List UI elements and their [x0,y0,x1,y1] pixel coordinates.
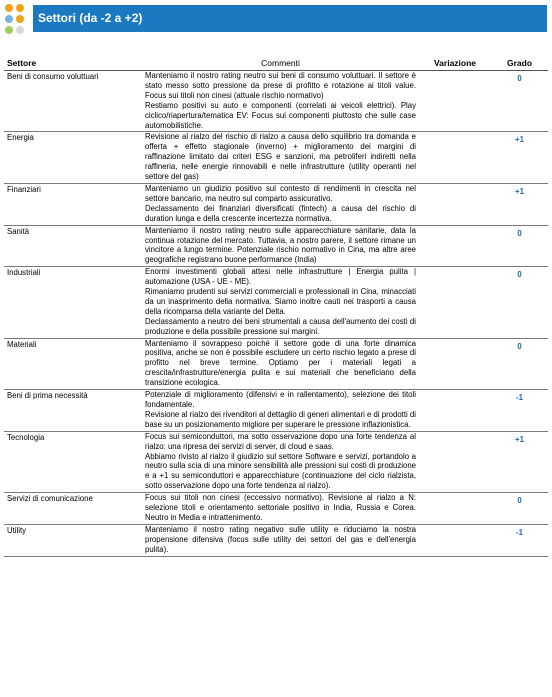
sector-name: Beni di consumo voluttuari [4,71,142,132]
table-row [4,71,548,132]
sector-name: Utility [4,524,142,556]
sector-variation [419,183,491,225]
sector-comment [142,390,419,432]
table-row [4,267,548,338]
sector-variation [419,338,491,390]
sector-comment [142,225,419,267]
table-row [4,183,548,225]
sector-grade: -1 [491,524,548,556]
table-row [4,132,548,184]
sector-table [4,52,548,557]
table-header-row [4,52,548,71]
table-row [4,338,548,390]
sector-comment [142,71,419,132]
sector-variation [419,267,491,338]
sector-name: Industriali [4,267,142,338]
comment-paragraph: Restiamo positivi su auto e componenti (correlati ai veicoli elettrici). Play ciclico/riapertura/tematica EV: Focus sui componenti piuttosto che sulle case automobilistiche. [145,100,416,130]
page-title: Settori (da -2 a +2) [38,11,143,25]
sector-name: Servizi di comunicazione [4,493,142,525]
comment-paragraph: Declassamento a neutro dei beni strumentali a causa dell'aumento dei costi di produzione e della possibile pressione sui margini. [145,316,416,336]
sector-name: Energia [4,132,142,184]
sector-grade: +1 [491,431,548,492]
sector-comment [142,338,419,390]
sector-grade: 0 [491,493,548,525]
column-header-comments: Commenti [142,52,419,71]
sector-variation [419,493,491,525]
title-bar [33,5,547,32]
comment-paragraph: Manteniamo un giudizio positivo sul contesto di rendimenti in crescita nel settore bancario, ma neutro sul comparto assicurativo. [145,183,416,203]
sector-grade: 0 [491,267,548,338]
table-row [4,225,548,267]
sector-name: Sanità [4,225,142,267]
sector-grade: 0 [491,71,548,132]
sector-variation [419,431,491,492]
table-row [4,524,548,556]
sector-comment [142,431,419,492]
sector-grade: -1 [491,390,548,432]
sector-comment [142,183,419,225]
comment-paragraph: Enormi investimenti globali attesi nelle infrastrutture | Energia pulita | automazione (USA - UE - ME). [145,267,416,287]
sector-comment [142,493,419,525]
sector-grade: +1 [491,132,548,184]
column-header-variation: Variazione [419,52,491,71]
table-row [4,390,548,432]
comment-paragraph: Revisione al rialzo del rischio di rialzo a causa dello squilibrio tra domanda e offerta + effetto stagionale (inverno) + miglioramento dei margini di raffinazione limitato dai criteri ESG e sanzioni, ma petroliferi indiretti nella raffineria, nelle energie rinnovabili e nelle infrastrutture (utility operanti nel settore del gas) [145,132,416,182]
comment-paragraph: Rimaniamo prudenti sui servizi commerciali e professionali in Cina, minacciati da un inasprimento della normativa. Siamo inoltre cauti nei trasporti a causa della ricomparsa della variante del Delta. [145,287,416,316]
comment-paragraph: Potenziale di miglioramento (difensivi e in rallentamento), selezione dei titoli fondamentale. [145,390,416,409]
sector-name: Materiali [4,338,142,390]
sector-variation [419,524,491,556]
colored-circles-icon [2,2,32,36]
table-row [4,493,548,525]
sector-grade: 0 [491,225,548,267]
sector-name: Beni di prima necessità [4,390,142,432]
table-row [4,431,548,492]
comment-paragraph: Focus sui titoli non cinesi (eccessivo normativo). Revisione al rialzo a N: selezione titoli e orientamento settoriale positivo in India, Russia e Corea. Neutro in Media e intrattenimento. [145,493,416,522]
comment-paragraph: Manteniamo il nostro rating neutro sui beni di consumo voluttuari. Il settore è stato messo sotto pressione da prese di profitto e rotazione ai titoli value. Focus sui titoli non cinesi (attuale rischio normativo) [145,71,416,100]
table-body [4,71,548,557]
comment-paragraph: Focus sui semiconduttori, ma sotto osservazione dopo una forte tendenza al rialzo: una ripresa dei servizi di server, di cloud e saas. [145,431,416,451]
comment-paragraph: Manteniamo il nostro rating neutro sulle apparecchiature sanitarie, data la continua rotazione del mercato. Tuttavia, a nostro parere, il settore rimane un vincitore a lungo termine. Potenziale rischio normativo in Cina, ma altre aree geografiche registrano buone performance (India) [145,225,416,265]
comment-paragraph: Revisione al rialzo dei rivenditori al dettaglio di generi alimentari e di prodotti di base su un posizionamento migliore per superare le pressione inflazionistica. [145,409,416,429]
comment-paragraph: Manteniamo il sovrappeso poiché il settore gode di una forte dinamica positiva, anche se non è possibile escludere un certo rischio legato a prese di profitto nel breve termine. Optiamo per i materiali legati a crescita/infrastrutture/energia pulita e sui materiali che beneficiano della transizione ecologica. [145,338,416,388]
comment-paragraph: Declassamento dei finanziari diversificati (fintech) a causa del rischio di duration lunga e della crescente incertezza normativa. [145,203,416,223]
sector-variation [419,71,491,132]
sector-grade: 0 [491,338,548,390]
sector-comment [142,267,419,338]
column-header-grade: Grado [491,52,548,71]
sector-variation [419,132,491,184]
column-header-sector: Settore [4,52,142,71]
sector-comment [142,524,419,556]
sector-name: Tecnologia [4,431,142,492]
comment-paragraph: Abbiamo rivisto al rialzo il giudizio sul settore Software e servizi, portandolo a neutro sulla scia di una minore sensibilità alle pressioni sui costi di produzione e a +1 su semiconduttori e apparecchiature (continuazione del ciclo rialzista, sotto osservazione dopo una forte tendenza al rialzo). [145,451,416,491]
sector-comment [142,132,419,184]
comment-paragraph: Manteniamo il nostro rating negativo sulle utility e riduciamo la nostra propensione difensiva (focus sulle utility dei settori del gas e dell'energia pulita). [145,524,416,554]
sector-variation [419,390,491,432]
section-header [0,0,552,38]
sector-name: Finanziari [4,183,142,225]
sector-grade: +1 [491,183,548,225]
sector-variation [419,225,491,267]
